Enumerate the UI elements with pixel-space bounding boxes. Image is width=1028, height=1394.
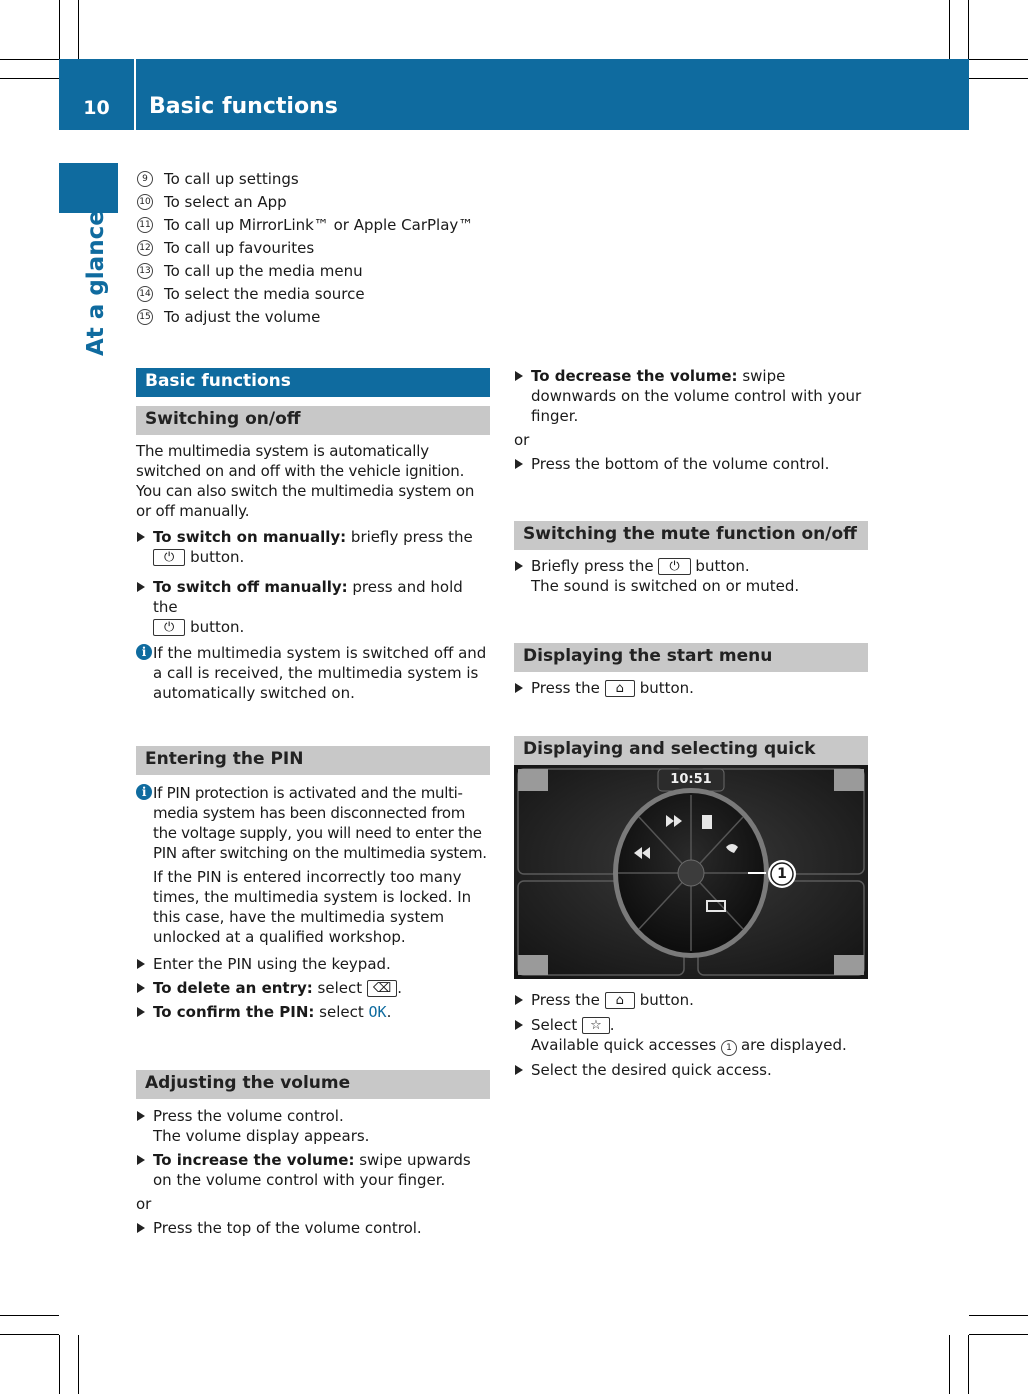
step-text: briefly press the xyxy=(346,528,473,546)
crop-mark xyxy=(968,1335,969,1394)
heading-switching: Switching on/off xyxy=(136,406,490,435)
step-bold: To switch off manually: xyxy=(153,578,348,596)
list-item xyxy=(137,213,473,236)
step-arrow-icon xyxy=(137,1111,145,1121)
step-result-pre: Available quick accesses xyxy=(531,1036,717,1054)
legend-text: To call up the media menu xyxy=(164,261,363,280)
step-arrow-icon xyxy=(515,561,523,571)
crop-mark xyxy=(969,1315,1028,1316)
crop-mark xyxy=(59,1335,60,1394)
legend-text: To select the media source xyxy=(164,284,365,303)
legend-text: To call up MirrorLink™ or Apple CarPlay™ xyxy=(164,215,474,234)
step-tail: button. xyxy=(695,557,750,575)
step-arrow-icon xyxy=(137,1007,145,1017)
step-arrow-icon xyxy=(515,995,523,1005)
step-bold: To delete an entry: xyxy=(153,979,313,997)
screen-time: 10:51 xyxy=(670,772,712,787)
quick-access-screen-graphic xyxy=(514,765,868,979)
number-icon: 14 xyxy=(137,286,153,302)
step-result: The volume display appears. xyxy=(153,1127,370,1145)
header-divider xyxy=(134,59,136,130)
step-result: The sound is switched on or muted. xyxy=(531,577,800,595)
step-arrow-icon xyxy=(137,983,145,993)
number-icon: 11 xyxy=(137,217,153,233)
crop-mark xyxy=(969,1334,1028,1335)
step-tail: button. xyxy=(190,618,245,636)
step-press-volume xyxy=(136,1106,490,1146)
step-switch-on xyxy=(136,527,490,567)
step-enter-pin xyxy=(136,954,490,974)
heading-entering-pin: Entering the PIN xyxy=(136,746,490,775)
legend-text: To call up favourites xyxy=(164,238,315,257)
or-text: or xyxy=(514,431,530,449)
callout-number: 1 xyxy=(777,866,787,882)
step-delete-entry xyxy=(136,978,490,998)
step-confirm-pin xyxy=(136,1002,490,1022)
step-period: . xyxy=(397,979,403,997)
info-icon: i xyxy=(136,784,152,800)
crop-mark xyxy=(78,1335,79,1394)
step-select-quick-access xyxy=(514,1060,868,1080)
step-text: swipe downwards on the volume control with your finger. xyxy=(531,367,862,425)
legend-list xyxy=(137,167,473,328)
step-tail: . xyxy=(609,1016,615,1034)
list-item xyxy=(137,282,473,305)
step-text: Press the top of the volume control. xyxy=(153,1219,422,1237)
crop-mark xyxy=(78,0,79,59)
step-bold: To decrease the volume: xyxy=(531,367,738,385)
step-bold: To switch on manually: xyxy=(153,528,347,546)
star-icon: ☆ xyxy=(582,1017,610,1034)
step-text: Select xyxy=(531,1016,578,1034)
step-text: Press the xyxy=(531,991,600,1009)
step-increase-volume xyxy=(136,1150,490,1190)
home-icon: ⌂ xyxy=(605,680,635,697)
or-text: or xyxy=(136,1195,152,1213)
crop-mark xyxy=(949,1335,950,1394)
step-text: Select the desired quick access. xyxy=(531,1061,772,1079)
step-text: select xyxy=(312,979,363,997)
page-header xyxy=(59,59,969,130)
crop-mark xyxy=(59,0,60,59)
legend-text: To call up settings xyxy=(164,169,299,188)
info-note-pin xyxy=(136,783,490,863)
home-icon: ⌂ xyxy=(605,992,635,1009)
step-text: swipe upwards on the volume control with your finger. xyxy=(153,1151,471,1189)
step-arrow-icon xyxy=(515,371,523,381)
step-text: Press the bottom of the volume control. xyxy=(531,455,830,473)
page-title: Basic functions xyxy=(149,94,338,119)
heading-start-menu: Displaying the start menu xyxy=(514,643,868,672)
number-icon: 12 xyxy=(137,240,153,256)
backspace-icon: ⌫ xyxy=(367,980,397,997)
step-text: Briefly press the xyxy=(531,557,654,575)
section-heading-basic-functions: Basic functions xyxy=(136,368,490,397)
step-arrow-icon xyxy=(137,532,145,542)
info-text: If PIN protection is activated and the multi-media system has been disconnected from the voltage supply, you will need to enter the PIN after switching on the multimedia system. xyxy=(153,784,487,862)
step-mute xyxy=(514,556,868,596)
step-text: select xyxy=(314,1003,364,1021)
info-text: If the PIN is entered incorrectly too many times, the multimedia system is locked. In this case, have the multimedia system unlocked at a qualified workshop. xyxy=(153,868,472,946)
step-result-tail: are displayed. xyxy=(740,1036,847,1054)
number-icon: 13 xyxy=(137,263,153,279)
step-select-star xyxy=(514,1015,868,1056)
step-arrow-icon xyxy=(137,959,145,969)
callout-number-icon: 1 xyxy=(721,1040,737,1056)
heading-quick-access: Displaying and selecting quick xyxy=(514,736,868,765)
step-arrow-icon xyxy=(137,1223,145,1233)
step-start-menu xyxy=(514,678,868,698)
list-item xyxy=(137,167,473,190)
step-text: press and hold the xyxy=(153,578,463,616)
side-tab xyxy=(59,163,118,213)
number-icon: 15 xyxy=(137,309,153,325)
side-label xyxy=(82,210,110,356)
step-bold: To increase the volume: xyxy=(153,1151,355,1169)
crop-mark xyxy=(968,0,969,59)
right-column xyxy=(514,366,868,765)
info-text: If the multimedia system is switched off and a call is received, the multimedia system is automatically switched on. xyxy=(153,644,487,702)
number-icon: 10 xyxy=(137,194,153,210)
step-arrow-icon xyxy=(515,459,523,469)
power-icon: ⏻ xyxy=(658,558,690,575)
step-switch-off xyxy=(136,577,490,637)
heading-mute: Switching the mute function on/off xyxy=(514,521,868,550)
step-press-top xyxy=(136,1218,490,1238)
step-tail: button. xyxy=(190,548,245,566)
crop-mark xyxy=(0,59,59,60)
power-icon: ⏻ xyxy=(153,619,185,636)
info-icon: i xyxy=(136,644,152,660)
step-arrow-icon xyxy=(515,1065,523,1075)
number-icon: 9 xyxy=(137,171,153,187)
step-tail: button. xyxy=(639,679,694,697)
step-press-home xyxy=(514,990,868,1010)
crop-mark xyxy=(0,78,59,79)
switching-intro: The multimedia system is automatically switched on and off with the vehicle ignition. You can also switch the multimedia system on or off manually. xyxy=(136,442,475,520)
step-press-bottom xyxy=(514,454,868,474)
info-note-call xyxy=(136,643,490,703)
step-decrease-volume xyxy=(514,366,868,426)
step-bold: To confirm the PIN: xyxy=(153,1003,315,1021)
crop-mark xyxy=(949,0,950,59)
step-arrow-icon xyxy=(515,1020,523,1030)
step-text: Enter the PIN using the keypad. xyxy=(153,955,391,973)
list-item xyxy=(137,259,473,282)
info-note-pin-locked xyxy=(136,867,490,947)
crop-mark xyxy=(0,1334,59,1335)
list-item xyxy=(137,190,473,213)
legend-text: To select an App xyxy=(164,192,287,211)
crop-mark xyxy=(969,59,1028,60)
list-item xyxy=(137,236,473,259)
step-text: Press the xyxy=(531,679,600,697)
quick-access-steps xyxy=(514,990,868,1080)
step-arrow-icon xyxy=(137,582,145,592)
legend-text: To adjust the volume xyxy=(164,307,321,326)
power-icon: ⏻ xyxy=(153,549,185,566)
quick-access-screenshot xyxy=(514,765,868,979)
step-arrow-icon xyxy=(515,683,523,693)
crop-mark xyxy=(0,1315,59,1316)
step-arrow-icon xyxy=(137,1155,145,1165)
ok-label: OK xyxy=(368,1003,387,1021)
step-tail: button. xyxy=(639,991,694,1009)
step-text: Press the volume control. xyxy=(153,1107,344,1125)
heading-adjusting-volume: Adjusting the volume xyxy=(136,1070,490,1099)
left-column xyxy=(136,368,490,1238)
step-period: . xyxy=(386,1003,392,1021)
side-label-text: At a glance xyxy=(83,210,109,356)
crop-mark xyxy=(969,78,1028,79)
list-item xyxy=(137,305,473,328)
page-number: 10 xyxy=(83,97,110,119)
